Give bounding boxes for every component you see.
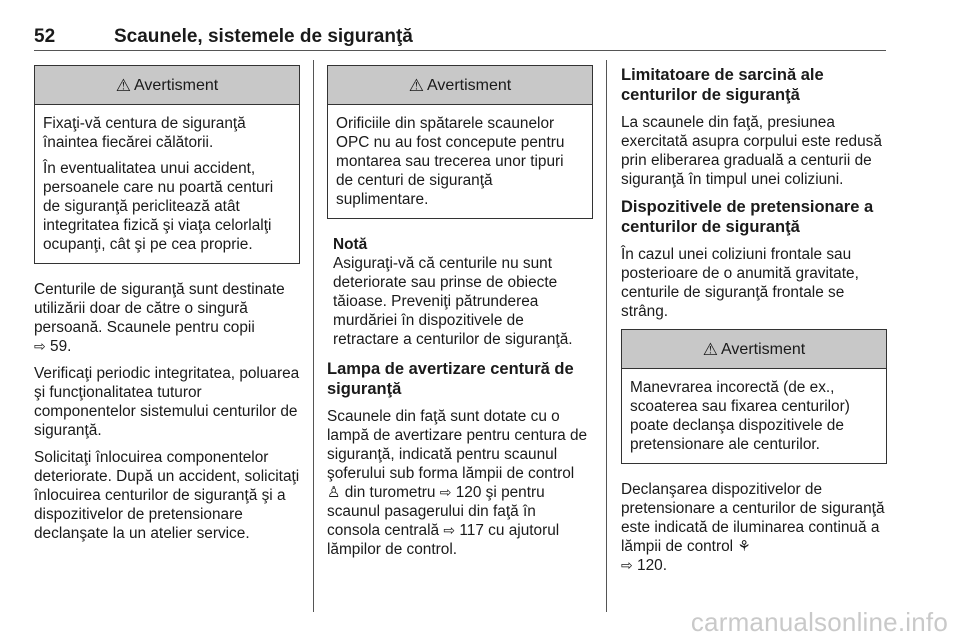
paragraph: Verificaţi periodic integritatea, poluarea şi funcţionalitatea tuturor componentelor sistemului centurilor de siguranţă. [34,365,300,439]
warning-text: Orificiile din spătarele scaunelor OPC nu au fost concepute pentru montarea sau trecerea unor tipuri de centuri de siguranţă suplimentare. [336,115,565,208]
section-heading: Lampa de avertizare centură de siguranţă [327,360,574,398]
reference-arrow-icon: ⇨ [439,484,452,500]
airbag-icon: ⚘ [737,538,751,555]
reference-arrow-icon: ⇨ [621,557,633,573]
column-3 [621,65,887,583]
paragraph: Solicitaţi înlocuirea componentelor deteriorate. După un accident, solicitaţi înlocuirea centurilor de siguranţă şi a dispozitivelor de pretensionare declanşate la un atelier service. [34,449,300,542]
warning-triangle-icon: ⚠ [408,75,425,95]
paragraph-text: 117 cu ajutorul lămpilor de control. [327,522,560,558]
column-divider [313,60,314,612]
paragraph [34,280,300,356]
paragraph-text: din turometru [344,484,436,501]
page-number: 52 [34,26,56,47]
warning-header [622,330,886,369]
watermark: carmanualsonline.info [690,607,948,637]
reference-arrow-icon: ⇨ [443,522,456,538]
paragraph [327,407,593,559]
column-2 [327,65,593,567]
paragraph-text: Scaunele din faţă sunt dotate cu o lampă de avertizare pentru centura de siguranţă, indicată pentru scaunul şoferului sub forma lămpii de control [327,408,588,482]
section-heading: Limitatoare de sarcină ale centurilor de siguranţă [621,66,824,104]
reference-arrow-icon: ⇨ [34,338,46,354]
page-reference[interactable]: 59. [50,338,72,355]
page-reference[interactable]: 120. [637,557,667,574]
paragraph [621,480,887,575]
warning-header [328,66,592,105]
column-divider [606,60,607,612]
column-1 [34,65,300,551]
paragraph-text: 120 şi pentru scaunul pasagerului din faţă în consola centrală [327,484,545,539]
warning-text: Fixaţi-vă centura de siguranţă înaintea fiecărei călătorii. [43,115,246,151]
page-header [34,26,886,51]
note-text: Asiguraţi-vă că centurile nu sunt deteriorate sau prinse de obiecte tăioase. Preveniţi pătrunderea murdăriei în dispozitivele de retractare a centurilor de siguranţă. [333,255,573,348]
paragraph: La scaunele din faţă, presiunea exercitată asupra corpului este redusă prin eliberarea graduală a centurii de siguranţă în timpul unei coliziuni. [621,114,882,188]
warning-text: Manevrarea incorectă (de ex., scoaterea sau fixarea centurilor) poate declanşa dispozitivele de pretensionare ale centurilor. [630,379,850,453]
warning-title: Avertisment [134,76,219,94]
warning-header [35,66,299,105]
note-box [333,235,593,349]
seatbelt-icon: ♙ [327,484,341,501]
warning-box [34,65,300,264]
warning-text: În eventualitatea unui accident, persoanele care nu poartă centuri de siguranţă periclitează atât integritatea fizică şi viaţa celorlalţi ocupanţi, cât şi pe cea proprie. [43,160,274,253]
warning-triangle-icon: ⚠ [702,339,719,359]
warning-box [327,65,593,219]
page-title: Scaunele, sistemele de siguranţă [114,26,413,47]
paragraph: În cazul unei coliziuni frontale sau posterioare de o anumită gravitate, centurile de siguranţă frontale se strâng. [621,246,859,320]
warning-triangle-icon: ⚠ [115,75,132,95]
section-heading: Dispozitivele de pretensionare a centurilor de siguranţă [621,198,874,236]
paragraph-text: Centurile de siguranţă sunt destinate utilizării doar de către o singură persoană. Scaunele pentru copii [34,281,285,336]
note-title: Notă [333,236,368,253]
warning-title: Avertisment [427,76,512,94]
warning-box [621,329,887,464]
warning-title: Avertisment [721,340,806,358]
paragraph-text: Declanşarea dispozitivelor de pretensionare a centurilor de siguranţă este indicată de iluminarea continuă a lămpii de control [621,481,885,555]
